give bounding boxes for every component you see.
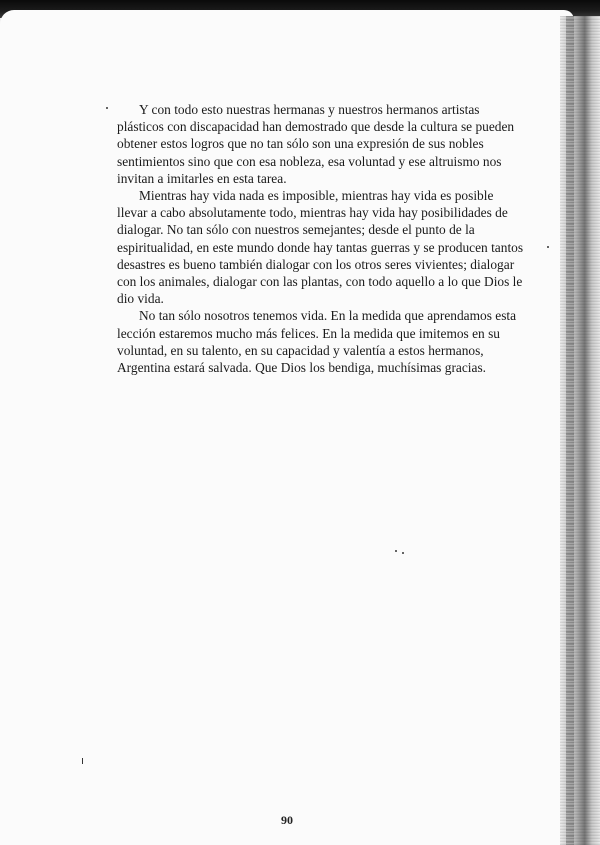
paragraph-2: Mientras hay vida nada es imposible, mientras hay vida es posible llevar a cabo absolutamente todo, mientras hay vida hay posibilidades de dialogar. No tan sólo con nuestros semejantes; desde el punto de la espiritualidad, en este mundo donde hay tantas guerras y se producen tantos desastres es bueno también dialogar con los otros seres vivientes; dialogar con los animales, dialogar con las plantas, con todo aquello a lo que Dios le dio vida. — [117, 188, 524, 307]
scan-speck — [106, 107, 108, 109]
document-page — [0, 10, 574, 845]
scan-speck — [395, 550, 397, 552]
scan-speck — [547, 246, 549, 248]
page-binding-edge — [560, 16, 600, 845]
scan-speck — [82, 758, 83, 764]
page-number: 90 — [281, 813, 293, 827]
paragraph-1: Y con todo esto nuestras hermanas y nuestros hermanos artistas plásticos con discapacidad han demostrado que desde la cultura se pueden obtener estos logros que no tan sólo son una expresión de sus nobles sentimientos sino que con esa nobleza, esa voluntad y ese altruismo nos invitan a imitarles en esta tarea. — [117, 102, 515, 186]
body-text — [117, 101, 527, 376]
scan-speck — [402, 552, 404, 554]
paragraph-3: No tan sólo nosotros tenemos vida. En la medida que aprendamos esta lección estaremos mucho más felices. En la medida que imitemos en su voluntad, en su talento, en su capacidad y valentía a estos hermanos, Argentina estará salvada. Que Dios los bendiga, muchísimas gracias. — [117, 308, 517, 376]
